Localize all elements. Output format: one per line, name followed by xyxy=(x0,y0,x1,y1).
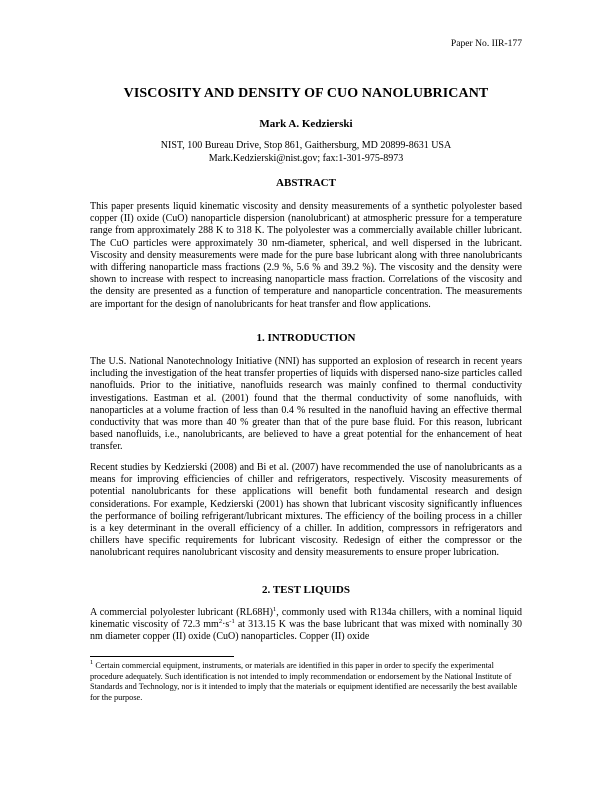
abstract-text: This paper presents liquid kinematic viscosity and density measurements of a synthetic polyolester based copper (II) oxide (CuO) nanoparticle dispersion (nanolubricant) at atmospheric pressure for a temperature range from approximately 288 K to 318 K. The polyolester was a commercially available chiller lubricant. The CuO particles were approximately 30 nm-diameter, spherical, and well dispersed in the lubricant. Viscosity and density measurements were made for the pure base lubricant along with three nanolubricants with differing nanoparticle mass fractions (2.9 %, 5.6 % and 39.2 %). The viscosity and the density were shown to increase with respect to increasing nanoparticle mass fraction. Correlations of the viscosity and the density are presented as a function of temperature and nanoparticle concentration. The measurements are important for the design of nanolubricants for heat transfer and flow applications. xyxy=(90,201,522,310)
abstract-heading: ABSTRACT xyxy=(276,177,336,189)
superscript: 2 xyxy=(218,618,223,626)
affiliation-block xyxy=(0,140,612,165)
text-run: ·s xyxy=(222,619,230,631)
affiliation-address: NIST, 100 Bureau Drive, Stop 861, Gaithersburg, MD 20899-8631 USA xyxy=(160,140,452,151)
footnote-marker: 1 xyxy=(90,659,94,666)
introduction-paragraph-2: Recent studies by Kedzierski (2008) and Bi et al. (2007) have recommended the use of nanolubricants as a means for improving efficiencies of chiller and refrigerators, respectively. Viscosity measurements of potential nanolubricants for these applications will benefit both fundamental research and design considerations. For example, Kedzierski (2001) has shown that lubricant viscosity significantly influences the performance of boiling refrigerant/lubricant mixtures. The efficiency of the boiling process in a chiller is a key determinant in the overall efficiency of a chiller. In addition, compressors in refrigerators and chillers have specific requirements for lubricant viscosity. Redesign of either the compressor or the nanolubricant requires nanolubricant viscosity and density measurements to ensure proper lubrication. xyxy=(90,462,522,559)
text-run: A commercial polyolester lubricant (RL68H) xyxy=(90,607,273,618)
test-liquids-paragraph xyxy=(90,607,522,644)
introduction-paragraph-1: The U.S. National Nanotechnology Initiative (NNI) has supported an explosion of research in recent years including the investigation of the heat transfer properties of liquids with dispersed nano-size particles called nanofluids. Prior to the initiative, nanofluids research was mainly confined to thermal conductivity investigations. Eastman et al. (2001) found that the thermal conductivity of some nanofluids, with nanoparticles at a volume fraction of less than 0.4 % resulted in the nanofluid having an effective thermal conductivity that was more than 40 % greater than that of the pure base fluid. For this reason, lubricant based nanofluids, i.e., nanolubricants, are believed to have a great potential for the enhancement of heat transfer. xyxy=(90,356,522,453)
introduction-heading: 1. INTRODUCTION xyxy=(256,332,356,344)
text-run: at 313.15 K was the base lubricant that was mixed with nominally 30 nm diameter copper (II) oxide (CuO) nanoparticles. Copper (II) oxide xyxy=(90,619,523,643)
footnote-separator xyxy=(90,656,234,657)
footnote xyxy=(90,661,522,703)
text-run: , commonly used with R134a chillers, with a nominal liquid kinematic viscosity of 72.3 mm xyxy=(90,607,522,631)
test-liquids-heading: 2. TEST LIQUIDS xyxy=(262,584,350,596)
footnote-text: Certain commercial equipment, instruments, or materials are identified in this paper in order to specify the experimental procedure adequately. Such identification is not intended to imply recommendation or endorsement by the National Institute of Standards and Technology, nor is it intended to imply that the materials or equipment identified are necessarily the best available for the purpose. xyxy=(90,661,518,702)
footnote-reference: 1 xyxy=(272,606,277,613)
superscript: -1 xyxy=(229,618,235,626)
paper-number: Paper No. IIR-177 xyxy=(450,38,522,49)
affiliation-contact: Mark.Kedzierski@nist.gov; fax:1-301-975-8973 xyxy=(208,152,404,164)
paper-title: VISCOSITY AND DENSITY OF CUO NANOLUBRICANT xyxy=(123,86,489,101)
author-name: Mark A. Kedzierski xyxy=(259,118,353,130)
